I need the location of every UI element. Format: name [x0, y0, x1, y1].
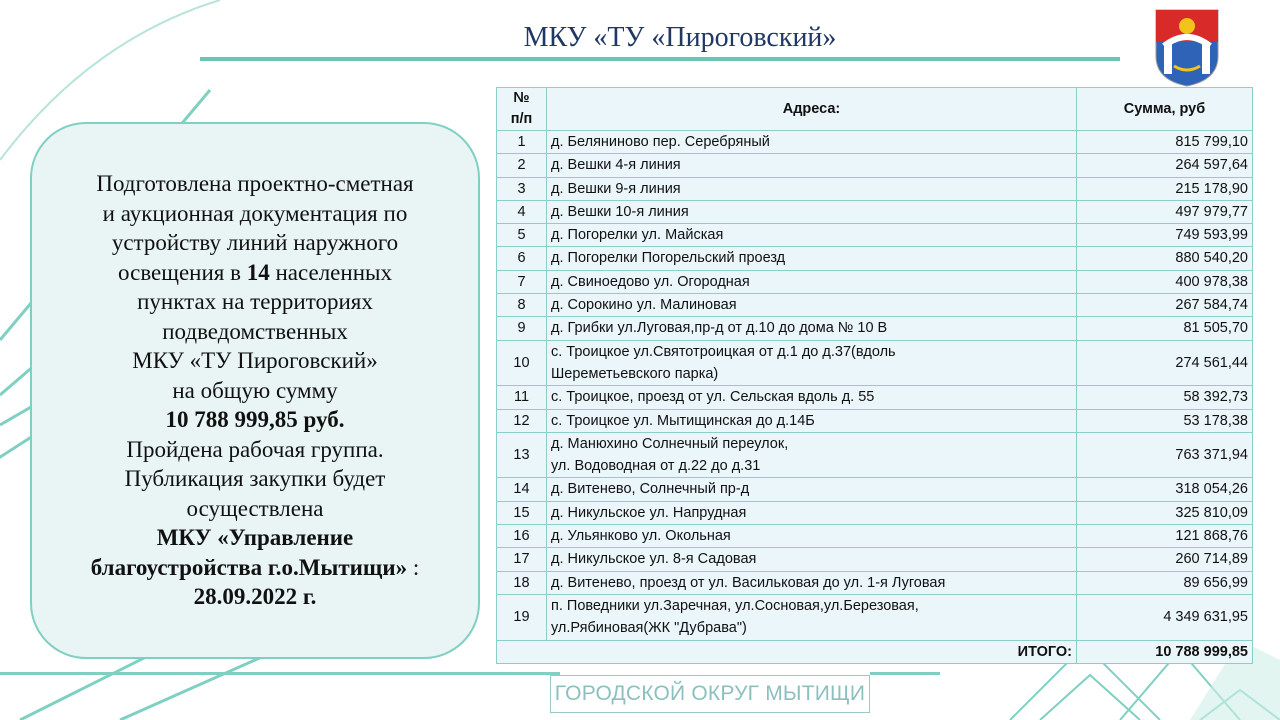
total-row [497, 640, 1253, 663]
row-number: 14 [497, 478, 547, 501]
row-sum: 267 584,74 [1077, 294, 1253, 317]
coat-of-arms-icon [1152, 6, 1222, 88]
row-sum: 880 540,20 [1077, 247, 1253, 270]
table-row [497, 294, 1253, 317]
row-sum: 4 349 631,95 [1077, 594, 1253, 640]
info-line [91, 553, 420, 583]
row-address-line: д. Манюхино Солнечный переулок, [551, 435, 789, 452]
table-header-row [497, 88, 1253, 131]
table-row [497, 131, 1253, 154]
info-panel [30, 122, 480, 659]
row-address-line: Шереметьевского парка) [551, 365, 719, 382]
header-num-line: п/п [510, 111, 533, 127]
info-text: : [407, 554, 420, 580]
info-line: на общую сумму [172, 377, 338, 403]
row-address: д. Никульское ул. Напрудная [547, 501, 1077, 524]
table-row [497, 594, 1253, 640]
publication-date: 28.09.2022 г. [193, 584, 317, 610]
row-sum: 318 054,26 [1077, 478, 1253, 501]
row-address: д. Ульянково ул. Окольная [547, 525, 1077, 548]
organization-name: МКУ «Управление [156, 525, 354, 551]
info-line: осуществлена [186, 495, 324, 521]
table-row [497, 200, 1253, 223]
info-line: пунктах на территориях [137, 289, 373, 315]
row-address: д. Вешки 4-я линия [547, 154, 1077, 177]
row-address: д. Свиноедово ул. Огородная [547, 270, 1077, 293]
row-number: 7 [497, 270, 547, 293]
row-address: с. Троицкое, проезд от ул. Сельская вдоль д. 55 [547, 386, 1077, 409]
row-number: 1 [497, 131, 547, 154]
row-sum: 121 868,76 [1077, 525, 1253, 548]
header-address: Адреса: [547, 88, 1077, 131]
row-address-line: п. Поведники ул.Заречная, ул.Сосновая,ул.Березовая, [551, 597, 919, 614]
info-line: устройству линий наружного [111, 230, 399, 256]
info-line: подведомственных [162, 318, 348, 344]
row-address: д. Погорелки Погорельский проезд [547, 247, 1077, 270]
row-number: 15 [497, 501, 547, 524]
footer-label: ГОРОДСКОЙ ОКРУГ МЫТИЩИ [550, 675, 870, 713]
info-text: освещения в [118, 259, 247, 285]
row-sum: 264 597,64 [1077, 154, 1253, 177]
row-sum: 215 178,90 [1077, 177, 1253, 200]
row-address [547, 340, 1077, 386]
row-address: д. Сорокино ул. Малиновая [547, 294, 1077, 317]
row-number: 17 [497, 548, 547, 571]
table-row [497, 525, 1253, 548]
row-sum: 81 505,70 [1077, 317, 1253, 340]
row-address: д. Погорелки ул. Майская [547, 224, 1077, 247]
header-num-line: № [513, 90, 530, 106]
row-number: 19 [497, 594, 547, 640]
total-sum: 10 788 999,85 [1077, 640, 1253, 663]
title-underline [200, 57, 1120, 61]
row-address [547, 432, 1077, 478]
table-row [497, 224, 1253, 247]
page-title: МКУ «ТУ «Пироговский» [523, 22, 837, 53]
row-address: д. Витенево, Солнечный пр-д [547, 478, 1077, 501]
info-line: МКУ «ТУ Пироговский» [132, 348, 378, 374]
info-line: Подготовлена проектно-сметная [96, 171, 414, 197]
table-row [497, 270, 1253, 293]
total-amount: 10 788 999,85 руб. [165, 407, 345, 433]
table-row [497, 548, 1253, 571]
table-body [497, 131, 1253, 641]
row-sum: 260 714,89 [1077, 548, 1253, 571]
table-row [497, 340, 1253, 386]
row-address-line: ул. Водоводная от д.22 до д.31 [551, 458, 761, 475]
table-row [497, 386, 1253, 409]
table-row [497, 478, 1253, 501]
row-number: 3 [497, 177, 547, 200]
row-address: д. Беляниново пер. Серебряный [547, 131, 1077, 154]
table-row [497, 571, 1253, 594]
info-line: Публикация закупки будет [124, 466, 386, 492]
row-sum: 53 178,38 [1077, 409, 1253, 432]
row-number: 2 [497, 154, 547, 177]
row-number: 6 [497, 247, 547, 270]
row-address-line: с. Троицкое ул.Святотроицкая от д.1 до д.37(вдоль [551, 343, 896, 360]
row-address: д. Никульское ул. 8-я Садовая [547, 548, 1077, 571]
table-row [497, 177, 1253, 200]
table-row [497, 501, 1253, 524]
row-sum: 815 799,10 [1077, 131, 1253, 154]
row-sum: 58 392,73 [1077, 386, 1253, 409]
row-sum: 325 810,09 [1077, 501, 1253, 524]
row-number: 8 [497, 294, 547, 317]
row-number: 13 [497, 432, 547, 478]
row-sum: 274 561,44 [1077, 340, 1253, 386]
row-number: 18 [497, 571, 547, 594]
row-number: 10 [497, 340, 547, 386]
row-address: д. Витенево, проезд от ул. Васильковая до ул. 1-я Луговая [547, 571, 1077, 594]
info-line: и аукционная документация по [102, 200, 408, 226]
settlements-count: 14 [246, 259, 270, 285]
row-sum: 497 979,77 [1077, 200, 1253, 223]
row-number: 16 [497, 525, 547, 548]
total-label: ИТОГО: [497, 640, 1077, 663]
table-row [497, 317, 1253, 340]
row-sum: 89 656,99 [1077, 571, 1253, 594]
row-number: 12 [497, 409, 547, 432]
row-address: с. Троицкое ул. Мытищинская до д.14Б [547, 409, 1077, 432]
organization-name: благоустройства г.о.Мытищи» [90, 554, 408, 580]
row-address: д. Вешки 10-я линия [547, 200, 1077, 223]
table-row [497, 154, 1253, 177]
row-sum: 763 371,94 [1077, 432, 1253, 478]
row-number: 11 [497, 386, 547, 409]
row-number: 4 [497, 200, 547, 223]
row-address [547, 594, 1077, 640]
addresses-table [496, 87, 1253, 664]
table-row [497, 432, 1253, 478]
info-line: Пройдена рабочая группа. [126, 436, 384, 462]
row-sum: 749 593,99 [1077, 224, 1253, 247]
row-address: д. Грибки ул.Луговая,пр-д от д.10 до дома № 10 В [547, 317, 1077, 340]
row-address-line: ул.Рябиновая(ЖК "Дубрава") [551, 620, 747, 637]
row-number: 5 [497, 224, 547, 247]
table-row [497, 247, 1253, 270]
info-line [118, 258, 392, 288]
info-text: населенных [269, 259, 392, 285]
row-address: д. Вешки 9-я линия [547, 177, 1077, 200]
header-sum: Сумма, руб [1077, 88, 1253, 131]
table-row [497, 409, 1253, 432]
header-num [497, 88, 547, 131]
row-sum: 400 978,38 [1077, 270, 1253, 293]
row-number: 9 [497, 317, 547, 340]
